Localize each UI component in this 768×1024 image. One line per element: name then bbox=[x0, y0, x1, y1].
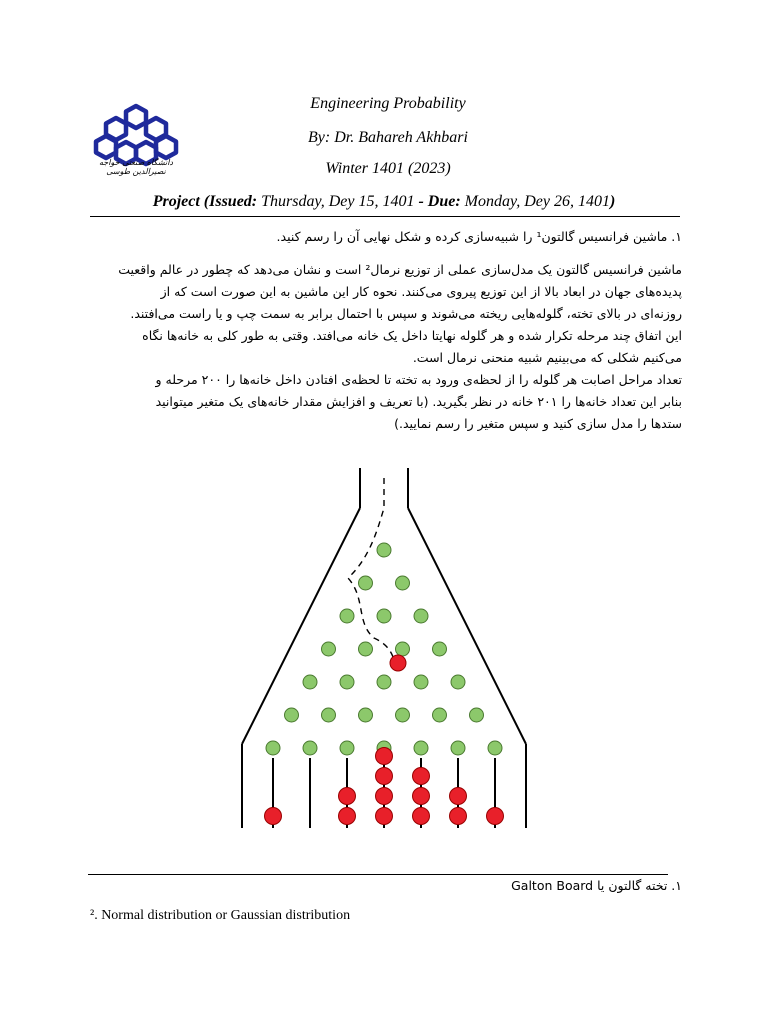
paragraph-line: می‌کنیم شکلی که می‌بینیم شبیه منحنی نرمال است. bbox=[412, 350, 682, 365]
peg bbox=[340, 741, 354, 755]
description-paragraph bbox=[86, 259, 682, 435]
peg bbox=[340, 675, 354, 689]
board-left-wall bbox=[242, 508, 360, 744]
paragraph-line: این اتفاق چند مرحله تکرار شده و هر گلوله نهایتا داخل یک خانه می‌افتد. وقتی به طور کلی به خانه‌ها نگاه bbox=[142, 328, 682, 343]
peg bbox=[266, 741, 280, 755]
due-date: Monday, Dey 26, 1401 bbox=[460, 193, 610, 210]
footnote-2: ². Normal distribution or Gaussian distribution bbox=[90, 908, 351, 923]
project-label: Project ( bbox=[152, 193, 210, 210]
peg bbox=[340, 609, 354, 623]
peg bbox=[451, 675, 465, 689]
peg bbox=[396, 642, 410, 656]
board-right-wall bbox=[408, 508, 526, 744]
bin-ball bbox=[376, 768, 393, 785]
paragraph-line: بنابر این تعداد خانه‌ها را ۲۰۱ خانه در نظر بگیرید. (با تعریف و افزایش مقدار خانه‌های یک متغیر میتوانید bbox=[155, 394, 682, 409]
instructor: By: Dr. Bahareh Akhbari bbox=[308, 129, 468, 146]
bin-ball bbox=[376, 748, 393, 765]
peg bbox=[322, 708, 336, 722]
peg bbox=[396, 576, 410, 590]
project-line bbox=[0, 193, 768, 211]
paragraph-line: پدیده‌های جهان در ابعاد بالا از این توزیع پیروی می‌کنند. نحوه کار این ماشین به این صورت است که از bbox=[160, 284, 682, 299]
bin-ball bbox=[450, 808, 467, 825]
bin-ball bbox=[339, 788, 356, 805]
close-paren: ) bbox=[609, 193, 616, 210]
bin-ball bbox=[376, 808, 393, 825]
question-1: ۱. ماشین فرانسیس گالتون¹ را شبیه‌سازی کرده و شکل نهایی آن را رسم کنید. bbox=[276, 229, 682, 244]
ball-path bbox=[348, 478, 398, 666]
bin-ball bbox=[265, 808, 282, 825]
falling-ball bbox=[390, 655, 406, 671]
due-label: Due: bbox=[427, 193, 461, 210]
peg bbox=[433, 642, 447, 656]
issued-label: Issued: bbox=[209, 193, 258, 210]
peg bbox=[359, 708, 373, 722]
footnote-divider bbox=[88, 874, 668, 875]
peg bbox=[303, 675, 317, 689]
peg bbox=[414, 675, 428, 689]
issued-date: Thursday, Dey 15, 1401 bbox=[257, 193, 419, 210]
peg bbox=[488, 741, 502, 755]
bin-ball bbox=[376, 788, 393, 805]
bin-ball bbox=[450, 788, 467, 805]
course-title: Engineering Probability bbox=[310, 95, 466, 112]
header-divider bbox=[90, 216, 680, 217]
term: Winter 1401 (2023) bbox=[325, 160, 451, 177]
peg bbox=[377, 609, 391, 623]
paragraph-line: تعداد مراحل اصابت هر گلوله را از لحظه‌ی ورود به تخته تا لحظه‌ی افتادن داخل خانه‌ها را ۲۰۰ مرحله و bbox=[155, 372, 682, 387]
paragraph-line: ماشین فرانسیس گالتون یک مدل‌سازی عملی از توزیع نرمال² است و نشان می‌دهد که چطور در عالم واقعیت bbox=[118, 262, 682, 277]
peg bbox=[414, 741, 428, 755]
peg bbox=[303, 741, 317, 755]
logo-caption: دانشگاه صنعتی خواجه نصیرالدین طوسی bbox=[99, 158, 173, 176]
peg bbox=[433, 708, 447, 722]
bin-ball bbox=[413, 768, 430, 785]
peg bbox=[396, 708, 410, 722]
separator: - bbox=[418, 193, 428, 210]
peg bbox=[285, 708, 299, 722]
paragraph-line: ستدها را مدل سازی کنید و سپس متغیر را رسم نمایید.) bbox=[394, 416, 682, 431]
peg bbox=[377, 543, 391, 557]
peg bbox=[322, 642, 336, 656]
bin-ball bbox=[413, 788, 430, 805]
peg bbox=[359, 642, 373, 656]
peg bbox=[414, 609, 428, 623]
peg bbox=[359, 576, 373, 590]
bin-ball bbox=[339, 808, 356, 825]
peg bbox=[470, 708, 484, 722]
peg bbox=[451, 741, 465, 755]
paragraph-line: روزنه‌ای در بالای تخته، گلوله‌هایی ریخته می‌شوند و سپس با احتمال برابر به سمت چپ و یا راست می‌افتند. bbox=[130, 306, 682, 321]
bin-ball bbox=[413, 808, 430, 825]
bin-ball bbox=[487, 808, 504, 825]
peg bbox=[377, 675, 391, 689]
footnote-1: ۱. تخته گالتون یا Galton Board bbox=[511, 878, 682, 893]
galton-board-figure bbox=[236, 468, 532, 832]
